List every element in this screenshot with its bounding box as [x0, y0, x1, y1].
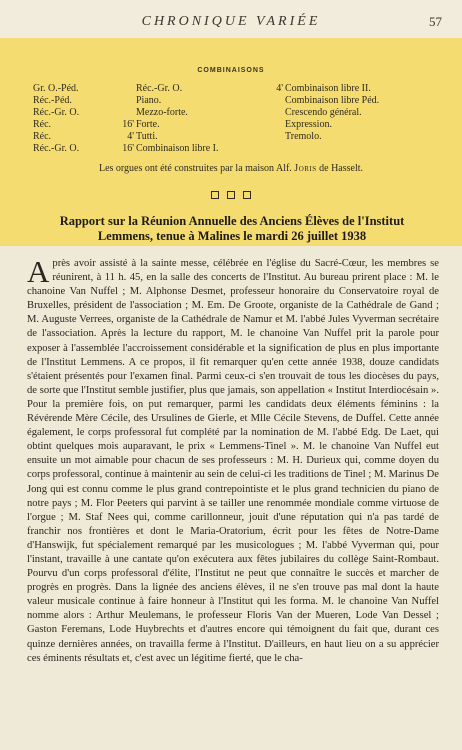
registration-label: Expression. — [285, 119, 332, 130]
registration-label: Tutti. — [136, 131, 158, 142]
registration-item — [122, 143, 286, 155]
registration-label: Combinaison libre II. — [285, 83, 371, 94]
ornament-square-icon — [243, 191, 251, 199]
registration-item: Réc.-Gr. O. — [33, 107, 80, 118]
registration-label: Tremolo. — [285, 131, 322, 142]
registration-item: Réc.-Péd. — [33, 95, 72, 106]
registration-label: Mezzo-forte. — [136, 107, 188, 118]
ornament-square-icon — [211, 191, 219, 199]
registration-item — [285, 131, 435, 143]
registration-item — [136, 83, 286, 95]
registrations-column-c — [276, 83, 435, 143]
footage-mark: 4' — [127, 131, 134, 142]
running-header — [0, 0, 462, 38]
organ-note-text: Les orgues ont été construites par la maison Alf. — [98, 163, 292, 174]
registration-item — [136, 95, 286, 107]
registration-item — [285, 95, 435, 107]
registration-item — [122, 119, 286, 131]
running-title: CHRONIQUE VARIÉE — [141, 14, 321, 29]
combinations-heading: COMBINAISONS — [197, 67, 265, 74]
article-body — [27, 254, 439, 666]
article-title — [27, 214, 437, 244]
drop-cap: A — [27, 254, 50, 289]
registration-item — [127, 131, 286, 143]
registrations-column-b — [122, 83, 286, 155]
organ-builder-name: Joris — [294, 163, 317, 174]
page-number: 57 — [429, 14, 442, 29]
registration-label: Réc.-Gr. O. — [136, 83, 183, 94]
ornament-square-icon — [227, 191, 235, 199]
footage-mark: 16' — [122, 119, 134, 130]
registration-label: Combinaison libre I. — [136, 143, 219, 154]
registration-label: Piano. — [136, 95, 162, 106]
article-title-line: Lemmens, tenue à Malines le mardi 26 juillet 1938 — [97, 229, 367, 243]
registration-item: Gr. O.-Péd. — [33, 83, 79, 94]
footage-mark: 16' — [122, 143, 134, 154]
section-ornament — [0, 184, 462, 203]
registration-item — [285, 107, 435, 119]
registration-label: Forte. — [136, 119, 160, 130]
footage-mark: 4' — [276, 83, 283, 94]
registration-item: Réc. — [33, 119, 52, 130]
registration-item — [136, 107, 286, 119]
organ-note-text-end: de Hasselt. — [319, 163, 364, 174]
organ-builder-note — [0, 163, 462, 174]
article-text: près avoir assisté à la sainte messe, célébrée en l'église du Sacré-Cœur, les membres se réunirent, à 11 h. 45, en la salle des concerts de l'Institut. Au bureau prirent place : M. le chanoine Van Nuffel ; M. Alphonse Desmet, professeur honoraire du Conservatoire royal de Bruxelles, président de l'association ; M. Em. De Groote, organiste de la Cathédrale de Gand ; M. Auguste Verrees, organiste de la Cathédrale de Namur et M. l'abbé Jules Vyverman secrétaire de l'association. Après la lecture du rapport, M. le chanoine Van Nuffel prit la parole pour exposer à l'assemblée l'accroissement considérable et la signification de plus en plus importante de l'Institut Lemmens. A ce propos, il fit remarquer qu'en cette année 1938, douze candidats s'étaient présentés pour l'examen final. Parmi ceux-ci s'en trouvait de tous les diocèses du pays, de sorte que l'Institut semble justifier, plus que jamais, son appellation « Institut Interdiocésain ». Pour la première fois, on put remarquer, parmi les candidats deux éléments féminins : la Révérende Mère Cécile, des Ursulines de Gierle, et Mlle Cécile Stevens, de Duffel. Cette année également, le corps professoral fut complété par la nomination de M. l'abbé Edg. De Laet, qui obtint quelques mois auparavant, le prix « Lemmens-Tinel ». M. le chanoine Van Nuffel eut ensuite un mot aimable pour chacun de ses professeurs : M. H. Durieux qui, comme doyen du corps professoral, continue à maintenir au sein de celui-ci les traditions de Tinel ; M. Marinus De Jong qui est connu comme le plus grand contrepointiste et le plus grand technicien du piano de notre pays ; M. Flor Peeters qui parvint à se tailler une renommée mondiale comme virtuose de l'orgue ; M. Staf Nees qui, comme carillonneur, jouit d'une réputation qui n'a pas tardé de franchir nos frontières et dont le Maria-Oratorium, écrit pour les fêtes de Notre-Dame d'Hanswijk, fut spécialement remarqué par les musicologues ; M. l'abbé Vyverman qui, pour l'instant, travaille à une cantate qu'on exécutera aux fêtes jubilaires du collège Saint-Rombaut. Pourvu d'un corps professoral d'élite, l'Institut ne peut que connaître le succès et marcher de progrès en progrès. Dans la lignée des anciens élèves, il ne s'en trouve pas mal dont la haute valeur musicale continue à faire honneur à l'Institut qui les forma. M. le chanoine Van Nuffel nomme alors : Arthur Meulemans, le professeur Floris Van der Mueren, Lode Van Dessel ; Gaston Feremans, Lode Huybrechts et d'autres encore qui témoignent du fait que, durant ces quinze dernières années, on travailla ferme à l'Institut. D'ailleurs, en haut lieu on a su apprécier ces éminents résultats et, c'est avec un légitime fierté, que le cha- — [27, 258, 439, 664]
registration-label: Combinaison libre Péd. — [285, 95, 380, 106]
registration-item: Réc. — [33, 131, 52, 142]
registration-item — [285, 119, 435, 131]
registration-item — [276, 83, 435, 95]
registration-item: Réc.-Gr. O. — [33, 143, 80, 154]
article-title-line: Rapport sur la Réunion Annuelle des Anciens Élèves de l'Institut — [59, 214, 405, 228]
registration-label: Crescendo général. — [285, 107, 362, 118]
